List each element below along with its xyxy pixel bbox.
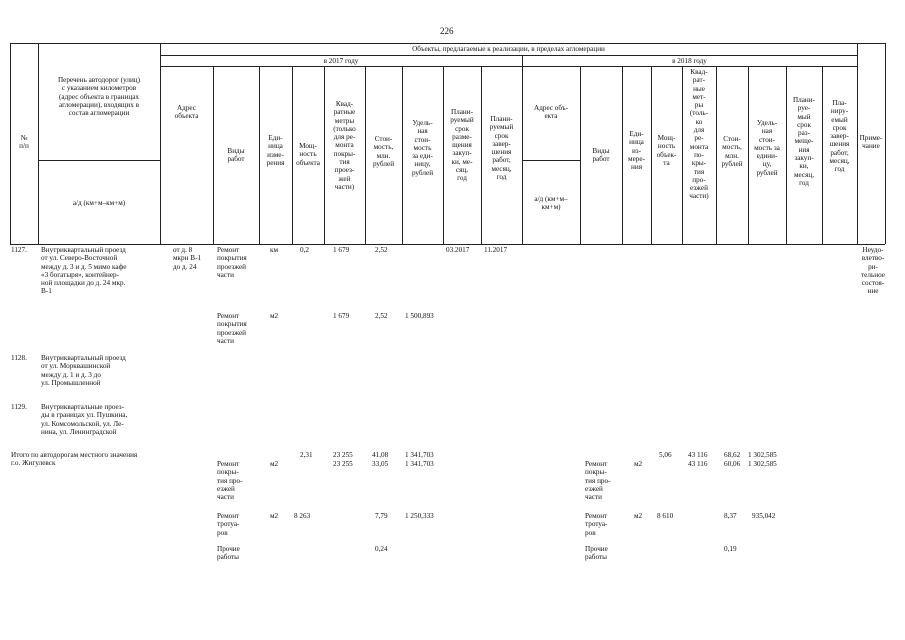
works-type: Ремонт покрытия проезжей части bbox=[217, 312, 247, 345]
works-type: Ремонт покрытия проезжей части bbox=[217, 246, 247, 279]
plan-finish: 11.2017 bbox=[484, 246, 508, 254]
plan-purchase: 03.2017 bbox=[446, 246, 470, 254]
unit-cost: 1 302,585 bbox=[748, 460, 777, 468]
col-2018-works: Виды работ bbox=[592, 147, 610, 164]
power: 8 610 bbox=[657, 512, 674, 520]
col-note-header: Приме- чание bbox=[859, 134, 883, 151]
col-2017-unit-cost: Удель- ная стои- мость за еди- ницу, рублей bbox=[411, 119, 434, 177]
cost: 60,06 bbox=[724, 460, 741, 468]
page-number: 226 bbox=[440, 26, 454, 36]
unit: м2 bbox=[270, 460, 279, 468]
unit: м2 bbox=[270, 512, 279, 520]
col-2017-works: Виды работ bbox=[227, 147, 245, 164]
power: 8 263 bbox=[294, 512, 311, 520]
row-number: 1129. bbox=[11, 403, 27, 411]
total-2017-unit-cost: 1 341,703 bbox=[405, 451, 434, 459]
col-2018-address: Адрес объ- екта bbox=[534, 104, 568, 121]
unit-cost: 935,042 bbox=[752, 512, 776, 520]
road-name: Внутриквартальный проезд от ул. Северо-Восточной между д. 3 и д. 5 мимо кафе «3 богатыря», контейнер- ной площадки до д. 24 мкр. В-1 bbox=[41, 246, 127, 296]
total-2018-area: 43 116 bbox=[688, 451, 708, 459]
cost: 33,05 bbox=[372, 460, 389, 468]
total-2018-power: 5,06 bbox=[659, 451, 672, 459]
row-number: 1127. bbox=[11, 246, 27, 254]
object-address: от д. 8 мкрн В-1 до д. 24 bbox=[173, 246, 202, 271]
unit-cost: 1 341,703 bbox=[405, 460, 434, 468]
works-type: Ремонт тротуа- ров bbox=[585, 512, 608, 537]
col-2017-plan-finish: Плани- руемый срок завер- шения работ, месяц, год bbox=[489, 115, 514, 182]
area: 43 116 bbox=[688, 460, 708, 468]
works-type: Ремонт покры- тия про- езжей части bbox=[585, 460, 611, 502]
year-2018-label: в 2018 году bbox=[672, 57, 707, 65]
total-2017-cost: 41,08 bbox=[372, 451, 389, 459]
unit: м2 bbox=[634, 512, 643, 520]
total-2018-unit-cost: 1 302,585 bbox=[748, 451, 777, 459]
cost: 8,37 bbox=[724, 512, 737, 520]
col-2017-cost: Стои- мость, млн. рублей bbox=[372, 135, 395, 168]
unit: м2 bbox=[270, 312, 279, 320]
col-list-header: Перечень автодорог (улиц) с указанием километров (адрес объекта в границах агломерации), входящих в состав агломерации bbox=[57, 76, 141, 118]
unit-cost: 1 250,333 bbox=[405, 512, 434, 520]
road-name: Внутриквартальные проез- ды в границах ул. Пушкина, ул. Комсомольской, ул. Ле- нина, ул. Ленинградской bbox=[41, 403, 128, 436]
col-2018-plan-purchase: Плани- руе- мый срок раз- меще- ния закуп- ки, месяц, год bbox=[792, 96, 816, 187]
road-name: Внутриквартальный проезд от ул. Морквашинской между д. 1 и д. 3 до ул. Промышленной bbox=[41, 354, 126, 387]
area: 1 679 bbox=[333, 312, 350, 320]
unit: км bbox=[270, 246, 279, 254]
note: Неудо- влетво- ри- тельное состоя- ние bbox=[861, 246, 885, 296]
area: 23 255 bbox=[333, 460, 353, 468]
cost: 7,79 bbox=[375, 512, 388, 520]
totals-label: Итого по автодорогам местного значения г.о. Жигулевск bbox=[11, 451, 138, 468]
col-2018-area: Квад- рат- ные мет- ры (толь- ко для ре- монта по- кры- тия про- езжей части) bbox=[689, 68, 709, 201]
col-2017-area: Квад- ратные метры (только для ре- монта покры- тия проез- жей части) bbox=[333, 100, 356, 191]
year-2017-label: в 2017 году bbox=[323, 57, 359, 65]
total-2017-power: 2,31 bbox=[300, 451, 313, 459]
works-type: Ремонт покры- тия про- езжей части bbox=[217, 460, 243, 502]
area: 1 679 bbox=[333, 246, 350, 254]
col-2018-unit-cost: Удель- ная стои- мость за едини- цу, рублей bbox=[754, 119, 780, 177]
cost: 2,52 bbox=[375, 312, 388, 320]
col-2018-unit: Еди- ница из- мере- ния bbox=[628, 130, 645, 172]
group-title: Объекты, предлагаемые к реализации, в пределах агломерации bbox=[412, 45, 605, 53]
total-2017-area: 23 255 bbox=[333, 451, 353, 459]
power: 0,2 bbox=[300, 246, 309, 254]
unit-cost: 1 500,893 bbox=[405, 312, 434, 320]
cost: 0,24 bbox=[375, 545, 388, 553]
cost: 0,19 bbox=[724, 545, 737, 553]
total-2018-cost: 68,62 bbox=[724, 451, 741, 459]
col-2018-cost: Стои- мость, млн. рублей bbox=[721, 135, 743, 168]
col-2017-address: Адрес объекта bbox=[174, 104, 199, 121]
col-2017-power: Мощ- ность объекта bbox=[296, 142, 320, 167]
col-2017-unit: Еди- ница изме- рения bbox=[266, 134, 285, 167]
unit: м2 bbox=[634, 460, 643, 468]
col-2018-address-subheader: а/д (км+м– км+м) bbox=[534, 195, 568, 212]
cost: 2,52 bbox=[375, 246, 388, 254]
col-2018-plan-finish: Пла- ниру- емый срок завер- шения работ, месяц, год bbox=[829, 99, 850, 174]
row-number: 1128. bbox=[11, 354, 27, 362]
col-number-header: № п/п bbox=[19, 134, 29, 151]
col-list-subheader: а/д (км+м–км+м) bbox=[72, 199, 126, 207]
col-2018-power: Мощ- ность объек- та bbox=[656, 134, 677, 167]
works-type: Прочие работы bbox=[217, 545, 240, 562]
works-type: Ремонт тротуа- ров bbox=[217, 512, 240, 537]
col-2017-plan-purchase: Плани- руемый срок разме- щения закуп- ки, ме- сяц, год bbox=[450, 108, 474, 183]
works-type: Прочие работы bbox=[585, 545, 608, 562]
